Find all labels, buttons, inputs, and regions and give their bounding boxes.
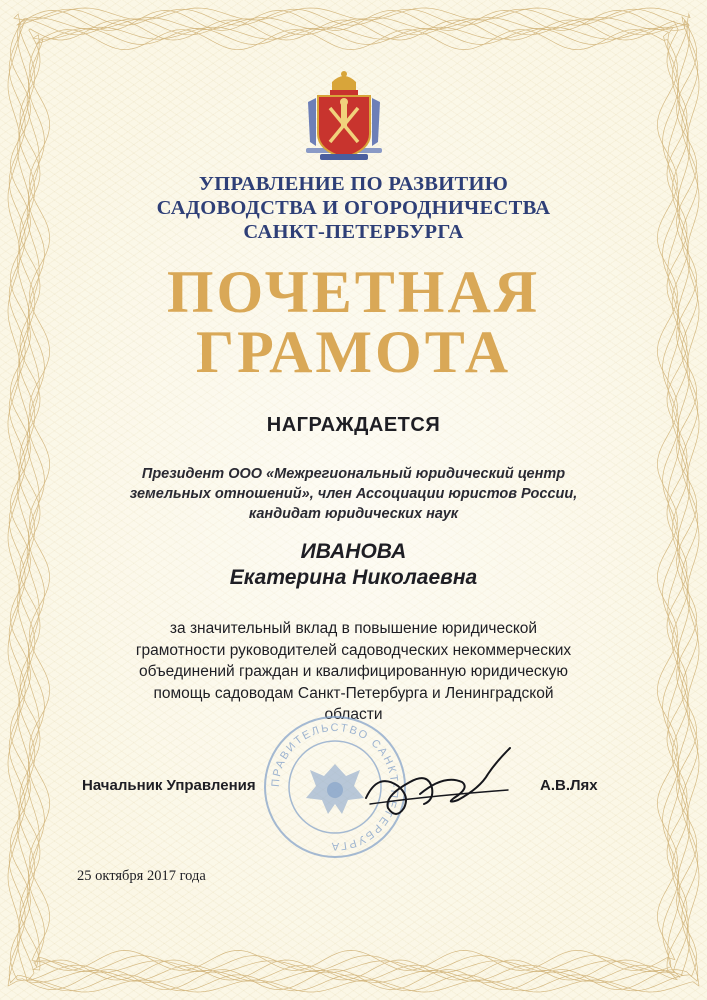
position-line: земельных отношений», член Ассоциации юристов России, bbox=[129, 486, 578, 502]
awarded-label: НАГРАЖДАЕТСЯ bbox=[266, 414, 441, 436]
recipient-given-names: Екатерина Николаевна bbox=[229, 566, 478, 589]
position-line: кандидат юридических наук bbox=[248, 506, 459, 522]
reason-line: помощь садоводам Санкт-Петербурга и Ленинградской bbox=[153, 684, 554, 702]
organization-line: УПРАВЛЕНИЕ ПО РАЗВИТИЮ bbox=[198, 173, 509, 195]
certificate-title bbox=[0, 259, 707, 385]
organization-line: САНКТ-ПЕТЕРБУРГА bbox=[243, 221, 464, 243]
signatory-role: Начальник Управления bbox=[82, 777, 256, 794]
recipient-position bbox=[80, 464, 627, 524]
st-petersburg-coat-of-arms-icon bbox=[302, 68, 386, 164]
title-line: ГРАМОТА bbox=[195, 319, 512, 385]
title-line: ПОЧЕТНАЯ bbox=[166, 259, 541, 325]
reason-line: объединений граждан и квалифицированную юридическую bbox=[139, 663, 568, 680]
signatory-name: А.В.Лях bbox=[540, 777, 598, 794]
award-reason bbox=[100, 618, 607, 726]
issue-date: 25 октября 2017 года bbox=[77, 868, 206, 884]
recipient-surname: ИВАНОВА bbox=[300, 540, 407, 563]
reason-line: грамотности руководителей садоводческих некоммерческих bbox=[135, 641, 572, 659]
position-line: Президент ООО «Межрегиональный юридический центр bbox=[141, 466, 566, 482]
reason-line: области bbox=[324, 706, 383, 723]
reason-line: за значительный вклад в повышение юридической bbox=[169, 620, 538, 637]
handwritten-signature bbox=[358, 738, 528, 828]
organization-line: САДОВОДСТВА И ОГОРОДНИЧЕСТВА bbox=[156, 197, 551, 219]
organization-name bbox=[0, 172, 707, 244]
seal-text: ПРАВИТЕЛЬСТВО САНКТ-ПЕТЕРБУРГА bbox=[269, 721, 401, 853]
